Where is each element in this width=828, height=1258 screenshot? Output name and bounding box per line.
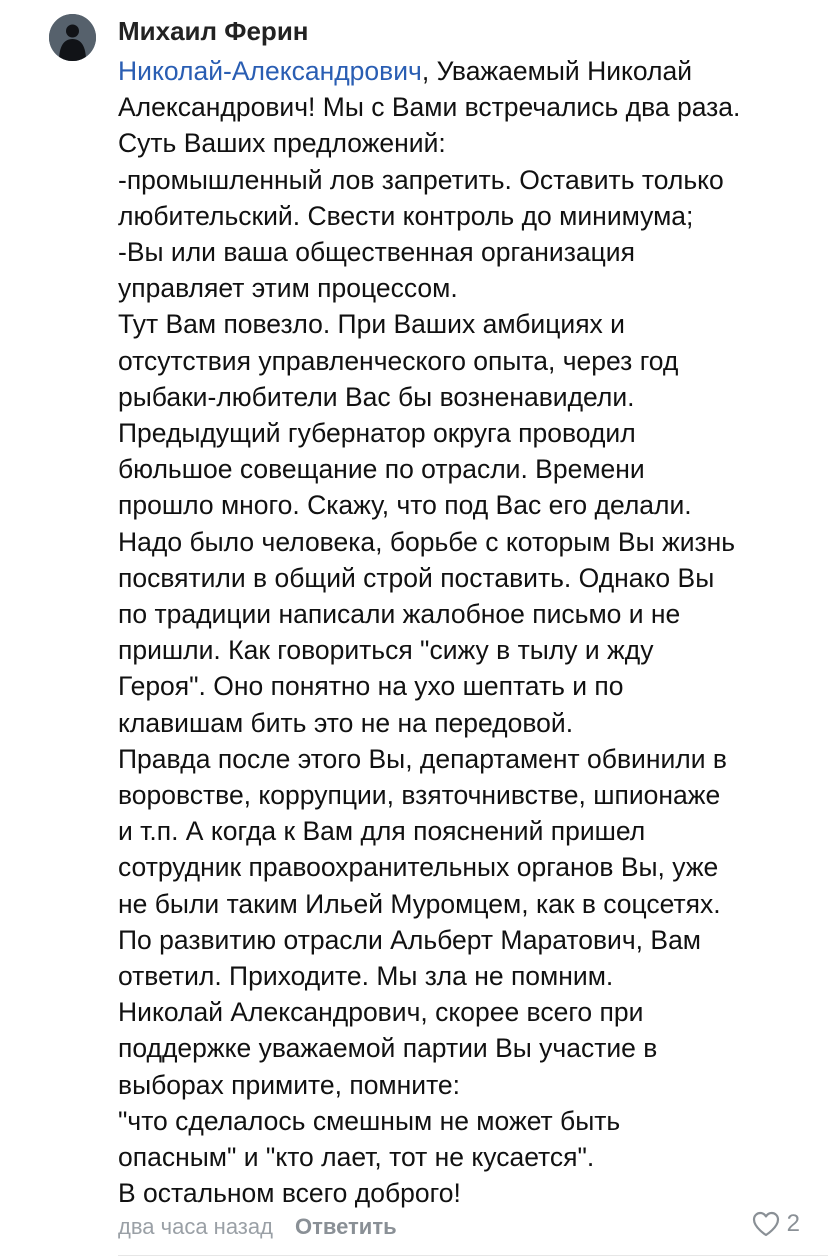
comment-line: выборах примите, помните:	[118, 1069, 461, 1100]
comment-body	[118, 53, 818, 1212]
comment-line: воровстве, коррупции, взяточнивстве, шпионаже	[118, 780, 721, 811]
comment-line-first	[118, 53, 818, 89]
comment-line: бюльшое совещание по отрасли. Времени	[118, 454, 645, 485]
comment-line: -Вы или ваша общественная организация	[118, 237, 635, 268]
comment-line: Александрович! Мы с Вами встречались два раза.	[118, 92, 741, 123]
comment-line: не были таким Ильей Муромцем, как в соцсетях.	[118, 888, 721, 919]
mention-link[interactable]: Николай-Александрович	[118, 56, 422, 86]
comment-line: по традиции написали жалобное письмо и не	[118, 599, 681, 630]
comment-line: управляет этим процессом.	[118, 273, 458, 304]
comment-footer	[118, 1210, 397, 1244]
comment-line: Тут Вам повезло. При Ваших амбициях и	[118, 309, 625, 340]
comment-line: отсутствия управленческого опыта, через год	[118, 345, 679, 376]
comment-line: ответил. Приходите. Мы зла не помним.	[118, 961, 614, 992]
like-count: 2	[786, 1210, 800, 1237]
comment-line: и т.п. А когда к Вам для пояснений пришел	[118, 816, 646, 847]
comment-line: "что сделалось смешным не может быть	[118, 1105, 621, 1136]
comment-line: клавишам бить это не на передовой.	[118, 707, 574, 738]
comment-line: Предыдущий губернатор округа проводил	[118, 418, 636, 449]
user-avatar-icon[interactable]	[49, 14, 96, 61]
like-button[interactable]	[751, 1209, 800, 1239]
comment-line: пришли. Как говориться "сижу в тылу и жду	[118, 635, 654, 666]
comment-line: поддержке уважаемой партии Вы участие в	[118, 1033, 658, 1064]
comment-line: Суть Ваших предложений:	[118, 128, 446, 159]
comment-author[interactable]: Михаил Ферин	[118, 16, 309, 46]
divider	[118, 1255, 828, 1256]
comment-line: Николай Александрович, скорее всего при	[118, 997, 644, 1028]
comment-text: , Уважаемый Николай	[421, 56, 693, 86]
comment-line: прошло много. Скажу, что под Вас его делали.	[118, 490, 692, 521]
comment-line: В остальном всего доброго!	[118, 1178, 461, 1209]
comment-line: посвятили в общий строй поставить. Однако Вы	[118, 562, 715, 593]
comment-line: любительский. Свести контроль до минимума;	[118, 200, 694, 231]
comment-line: опасным" и "кто лает, тот не кусается".	[118, 1142, 595, 1173]
comment-line: сотрудник правоохранительных органов Вы, уже	[118, 852, 719, 883]
comment-line: По развитию отрасли Альберт Маратович, Вам	[118, 924, 702, 955]
reply-button[interactable]: Ответить	[294, 1214, 397, 1239]
comment-line: Надо было человека, борьбе с которым Вы жизнь	[118, 526, 736, 557]
comment-line: -промышленный лов запретить. Оставить только	[118, 164, 724, 195]
heart-icon[interactable]	[751, 1210, 781, 1238]
comment-line: Героя". Оно понятно на ухо шептать и по	[118, 671, 624, 702]
comment-timestamp[interactable]: два часа назад	[118, 1214, 273, 1239]
comment-line: Правда после этого Вы, департамент обвинили в	[118, 743, 727, 774]
comment-line: рыбаки-любители Вас бы возненавидели.	[118, 381, 635, 412]
